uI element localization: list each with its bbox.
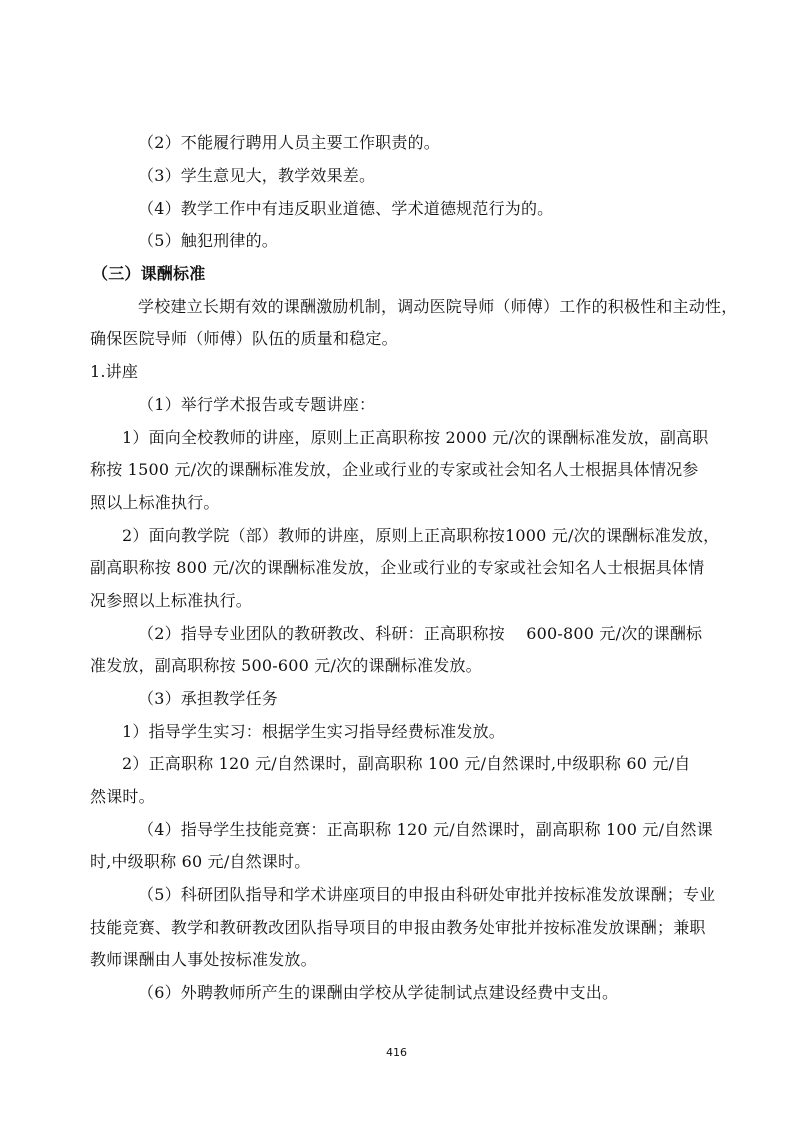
paragraph-line: 时,中级职称 60 元/自然课时。 xyxy=(90,852,311,871)
paragraph-line: （2）指导专业团队的教研教改、科研：正高职称按 600-800 元/次的课酬标 xyxy=(138,624,703,643)
list-item: 1）指导学生实习：根据学生实习指导经费标准发放。 xyxy=(122,722,505,741)
list-item: （3）承担教学任务 xyxy=(138,689,278,708)
subsection-heading: 1.讲座 xyxy=(90,362,139,381)
paragraph-line: 副高职称按 800 元/次的课酬标准发放，企业或行业的专家或社会知名人士根据具体情 xyxy=(90,558,705,577)
list-item: （2）不能履行聘用人员主要工作职责的。 xyxy=(138,133,440,152)
paragraph-line: 技能竞赛、教学和教研教改团队指导项目的申报由教务处审批并按标准发放课酬；兼职 xyxy=(90,918,706,937)
paragraph-line: 准发放，副高职称按 500-600 元/次的课酬标准发放。 xyxy=(90,656,482,675)
paragraph-line: 确保医院导师（师傅）队伍的质量和稳定。 xyxy=(90,329,398,348)
list-item: （5）触犯刑律的。 xyxy=(138,231,278,250)
paragraph-line: 照以上标准执行。 xyxy=(90,493,220,512)
paragraph-line: （5）科研团队指导和学术讲座项目的申报由科研处审批并按标准发放课酬；专业 xyxy=(138,885,716,904)
list-item: （3）学生意见大，教学效果差。 xyxy=(138,166,376,185)
paragraph-line: （4）指导学生技能竞赛：正高职称 120 元/自然课时，副高职称 100 元/自然课 xyxy=(138,820,713,839)
paragraph-line: 2）正高职称 120 元/自然课时，副高职称 100 元/自然课时,中级职称 60 元/自 xyxy=(122,754,691,773)
paragraph-line: 称按 1500 元/次的课酬标准发放，企业或行业的专家或社会知名人士根据具体情况参 xyxy=(90,460,699,479)
paragraph-line: 况参照以上标准执行。 xyxy=(90,591,253,610)
paragraph-line: 1）面向全校教师的讲座，原则上正高职称按 2000 元/次的课酬标准发放，副高职 xyxy=(122,428,709,447)
section-heading: （三）课酬标准 xyxy=(92,264,206,283)
list-item: （1）举行学术报告或专题讲座： xyxy=(138,395,376,414)
paragraph-line: （6）外聘教师所产生的课酬由学校从学徒制试点建设经费中支出。 xyxy=(138,983,619,1002)
list-item: （4）教学工作中有违反职业道德、学术道德规范行为的。 xyxy=(138,199,554,218)
paragraph-line: 2）面向教学院（部）教师的讲座，原则上正高职称按1000 元/次的课酬标准发放， xyxy=(122,526,720,545)
paragraph-line: 教师课酬由人事处按标准发放。 xyxy=(90,950,317,969)
paragraph-line: 学校建立长期有效的课酬激励机制，调动医院导师（师傅）工作的积极性和主动性， xyxy=(138,297,738,316)
page-number: 416 xyxy=(386,1046,407,1059)
paragraph-line: 然课时。 xyxy=(90,787,155,806)
